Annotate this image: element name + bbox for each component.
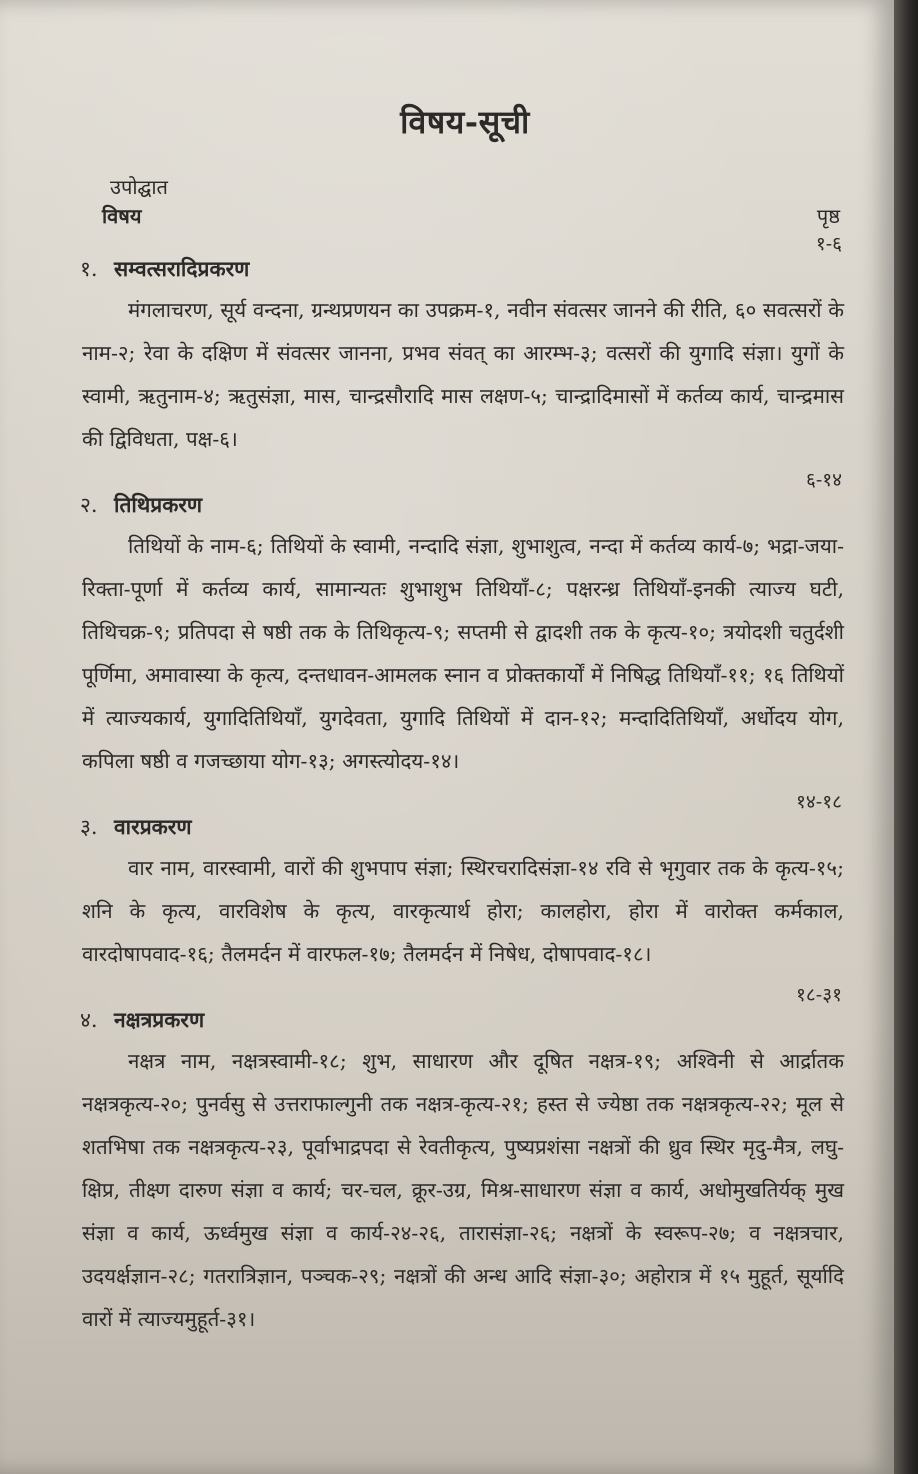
section-title-text: नक्षत्रप्रकरण — [114, 1007, 205, 1032]
section-title — [80, 1006, 850, 1034]
section-page-range: १४-१८ — [796, 791, 842, 813]
section-description: तिथियों के नाम-६; तिथियों के स्वामी, नन्दादि संज्ञा, शुभाशुत्व, नन्दा में कर्तव्य कार्य-७; भद्रा-जया-रिक्ता-पूर्णा में कर्तव्य कार्य, सामान्यतः शुभाशुभ तिथियाँ-८; पक्षरन्ध्र तिथियाँ-इनकी त्याज्य घटी, तिथिचक्र-९; प्रतिपदा से षष्ठी तक के तिथिकृत्य-९; सप्तमी से द्वादशी तक के कृत्य-१०; त्रयोदशी चतुर्दशी पूर्णिमा, अमावास्या के कृत्य, दन्तधावन-आमलक स्नान व प्रोक्तकार्यों में निषिद्ध तिथियाँ-११; १६ तिथियों में त्याज्यकार्य, युगादितिथियाँ, युगदेवता, युगादि तिथियों में दान-१२; मन्दादितिथियाँ, अर्धोदय योग, कपिला षष्ठी व गजच्छाया योग-१३; अगस्त्योदय-१४। — [82, 534, 844, 773]
section-page-range: १-६ — [815, 233, 842, 255]
section-title-text: सम्वत्सरादिप्रकरण — [114, 256, 250, 281]
section-number: १. — [80, 257, 98, 281]
section-description: मंगलाचरण, सूर्य वन्दना, ग्रन्थप्रणयन का उपक्रम-१, नवीन संवत्सर जानने की रीति, ६० सवत्सरों के नाम-२; रेवा के दक्षिण में संवत्सर जानना, प्रभव संवत् का आरम्भ-३; वत्सरों की युगादि संज्ञा। युगों के स्वामी, ऋतुनाम-४; ऋतुसंज्ञा, मास, चान्द्रसौरादि मास लक्षण-५; चान्द्रादिमासों में कर्तव्य कार्य, चान्द्रमास की द्विविधता, पक्ष-६। — [82, 298, 844, 451]
section-page-range: ६-१४ — [805, 469, 842, 491]
section-title — [80, 813, 850, 841]
section-number: ४. — [80, 1008, 98, 1032]
section-title — [80, 255, 850, 283]
introduction-label: उपोद्घात — [110, 175, 168, 199]
subject-column-header: विषय — [102, 204, 142, 228]
page-column-header: पृष्ठ — [816, 204, 840, 228]
toc-section-4 — [80, 984, 850, 1341]
column-headers — [102, 202, 850, 229]
toc-section-1 — [80, 233, 850, 461]
section-description: नक्षत्र नाम, नक्षत्रस्वामी-१८; शुभ, साधारण और दूषित नक्षत्र-१९; अश्विनी से आर्द्रातक नक्षत्रकृत्य-२०; पुनर्वसु से उत्तराफाल्गुनी तक नक्षत्र-कृत्य-२१; हस्त से ज्येष्ठा तक नक्षत्रकृत्य-२२; मूल से शतभिषा तक नक्षत्रकृत्य-२३, पूर्वाभाद्रपदा से रेवतीकृत्य, पुष्यप्रशंसा नक्षत्रों की ध्रुव स्थिर मृदु-मैत्र, लघु-क्षिप्र, तीक्ष्ण दारुण संज्ञा व कार्य; चर-चल, क्रूर-उग्र, मिश्र-साधारण संज्ञा व कार्य, अधोमुखतिर्यक् मुख संज्ञा व कार्य, ऊर्ध्वमुख संज्ञा व कार्य-२४-२६, तारासंज्ञा-२६; नक्षत्रों के स्वरूप-२७; व नक्षत्रचार, उदयर्क्षज्ञान-२८; गतरात्रिज्ञान, पञ्चक-२९; नक्षत्रों की अन्ध आदि संज्ञा-३०; अहोरात्र में १५ मुहूर्त, सूर्यादि वारों में त्याज्यमुहूर्त-३१। — [82, 1049, 844, 1331]
toc-section-3 — [80, 791, 850, 976]
section-description: वार नाम, वारस्वामी, वारों की शुभपाप संज्ञा; स्थिरचरादिसंज्ञा-१४ रवि से भृगुवार तक के कृत्य-१५; शनि के कृत्य, वारविशेष के कृत्य, वारकृत्यार्थ होरा; कालहोरा, होरा में वारोक्त कर्मकाल, वारदोषापवाद-१६; तैलमर्दन में वारफल-१७; तैलमर्दन में निषेध, दोषापवाद-१८। — [82, 856, 844, 966]
contents-page — [80, 100, 850, 1349]
section-title — [80, 491, 850, 519]
section-title-text: तिथिप्रकरण — [114, 492, 203, 517]
book-edge-shadow — [894, 0, 918, 1474]
section-number: २. — [80, 493, 98, 517]
page-title: विषय-सूची — [400, 103, 530, 141]
section-page-range: १८-३१ — [796, 984, 842, 1006]
section-title-text: वारप्रकरण — [114, 814, 192, 839]
section-number: ३. — [80, 815, 98, 839]
toc-section-2 — [80, 469, 850, 783]
